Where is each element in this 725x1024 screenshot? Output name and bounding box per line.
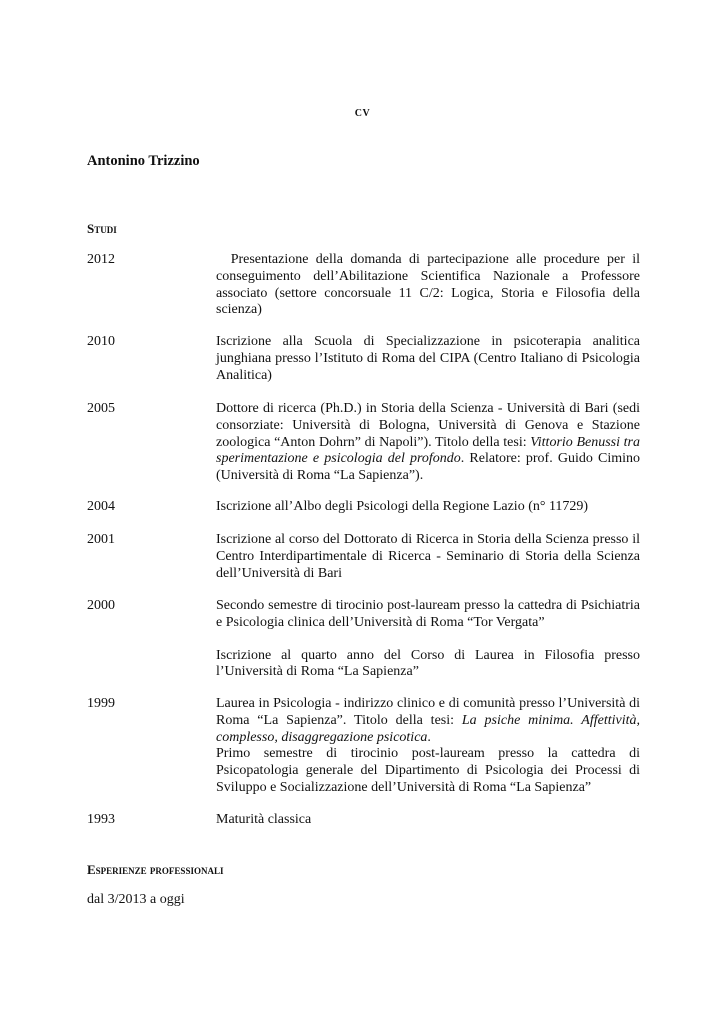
thesis-title: Vittorio Benussi tra sperimentazione e psicologia del profondo [216,434,640,467]
entry-text: Iscrizione al quarto anno del Corso di Laurea in Filosofia presso l’Università di Roma “La Sapienza” [216,647,640,680]
thesis-title: La psiche minima. Affettività, complesso, disaggregazione psicotica [216,712,640,745]
entry-description: Iscrizione al corso del Dottorato di Ricerca in Storia della Scienza presso il Centro Interdipartimentale di Ricerca - Seminario di Storia della Scienza dell’Università di Bari [216,532,640,581]
entry-text: Secondo semestre di tirocinio post-lauream presso la cattedra di Psichiatria e Psicologia clinica dell’Università di Roma “Tor Vergata” [216,598,640,630]
entry-text: Dottore di ricerca (Ph.D.) in Storia della Scienza - Università di Bari (sedi consorziate: Università di Bologna, Università di Genova e Stazione zoologica “Anton Dohrn” di Napoli”). Titolo della tesi: [216,401,640,450]
entry-text: Primo semestre di tirocinio post-lauream presso la cattedra di Psicopatologia generale del Dipartimento di Psicologia dei Processi di Sviluppo e Socializzazione dell’Università di Roma “La Sapienza” [216,746,640,795]
entry-year: 2000 [87,598,115,613]
section-title-esperienze: Esperienze professionali [87,862,224,877]
section-title-studi: Studi [87,221,117,236]
entry-description: Maturità classica [216,812,312,827]
entry-text: Laurea in Psicologia - indirizzo clinico e di comunità presso l’Università di Roma “La Sapienza”. Titolo della tesi: [216,696,640,728]
entry-year: 1999 [87,696,115,711]
entry-description [216,696,640,797]
entry-description [216,598,640,681]
entry-description: Iscrizione alla Scuola di Specializzazione in psicoterapia analitica junghiana presso l’Istituto di Roma del CIPA (Centro Italiano di Psicologia Analitica) [216,334,640,383]
entry-year: 2012 [87,252,115,267]
entry-year: 2010 [87,334,115,349]
document-title: CV [354,108,371,119]
entry-description [216,401,640,485]
entry-text: . [427,729,431,745]
entry-description: Iscrizione all’Albo degli Psicologi della Regione Lazio (n° 11729) [216,499,589,514]
entry-year: 2005 [87,401,115,416]
entry-year: 2001 [87,532,115,547]
entry-period: dal 3/2013 a oggi [87,892,185,907]
person-name: Antonino Trizzino [87,153,200,169]
entry-description: Presentazione della domanda di partecipazione alle procedure per il conseguimento dell’Abilitazione Scientifica Nazionale a Professore associato (settore concorsuale 11 C/2: Logica, Storia e Filosofia della scienza) [216,252,644,318]
entry-year: 2004 [87,499,115,514]
entry-text: . Relatore: prof. Guido Cimino (Università di Roma “La Sapienza”). [216,451,640,484]
entry-year: 1993 [87,812,115,827]
